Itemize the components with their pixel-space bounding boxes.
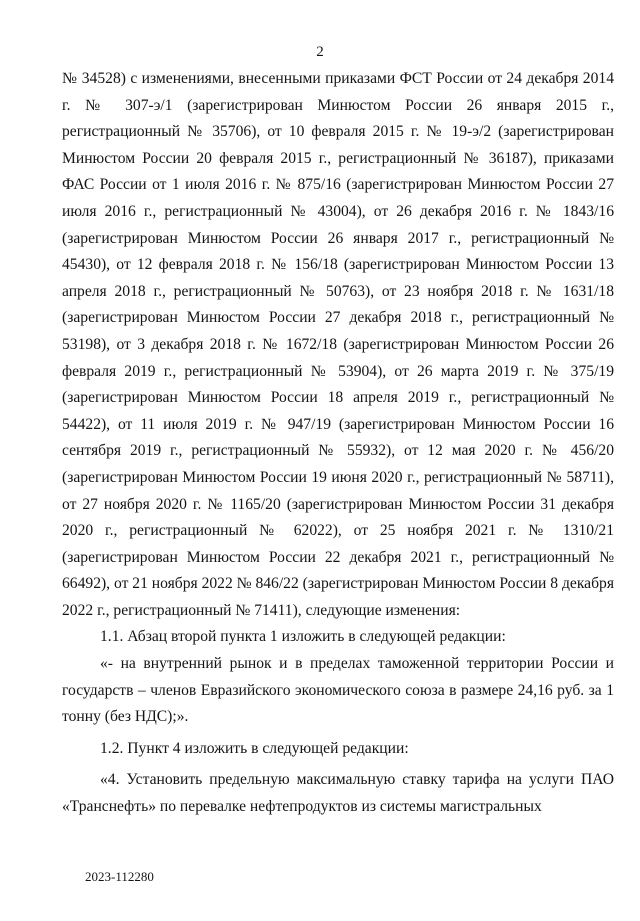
clause-4-text: «4. Установить предельную максимальную ставку тарифа на услуги ПАО «Транснефть» по перевалке нефтепродуктов из системы магистральных [62,771,614,816]
clause-1-2-heading: 1.2. Пункт 4 изложить в следующей редакции: [100,739,409,757]
document-id: 2023-112280 [85,869,154,884]
document-body [62,66,614,821]
clause-1-1-text: «- на внутренний рынок и в пределах таможенной территории России и государств – членов Евразийского экономического союза в размере 24,16 руб. за 1 тонну (без НДС);». [62,655,614,726]
clause-1-1-heading: 1.1. Абзац второй пункта 1 изложить в следующей редакции: [100,628,506,646]
page-number: 2 [316,44,324,60]
amendment-paragraph: № 34528) с изменениями, внесенными приказами ФСТ России от 24 декабря 2014 г. № 307-э/1 (зарегистрирован Минюстом России 26 января 2015 г., регистрационный № 35706), от 10 февраля 2015 г. № 19-э/2 (зарегистрирован Минюстом России 20 февраля 2015 г., регистрационный № 36187), приказами ФАС России от 1 июля 2016 г. № 875/16 (зарегистрирован Минюстом России 27 июля 2016 г., регистрационный № 43004), от 26 декабря 2016 г. № 1843/16 (зарегистрирован Минюстом России 26 января 2017 г., регистрационный № 45430), от 12 февраля 2018 г. № 156/18 (зарегистрирован Минюстом России 13 апреля 2018 г., регистрационный № 50763), от 23 ноября 2018 г. № 1631/18 (зарегистрирован Минюстом России 27 декабря 2018 г., регистрационный № 53198), от 3 декабря 2018 г. № 1672/18 (зарегистрирован Минюстом России 26 февраля 2019 г., регистрационный № 53904), от 26 марта 2019 г. № 375/19 (зарегистрирован Минюстом России 18 апреля 2019 г., регистрационный № 54422), от 11 июля 2019 г. № 947/19 (зарегистрирован Минюстом России 16 сентября 2019 г., регистрационный № 55932), от 12 мая 2020 г. № 456/20 (зарегистрирован Минюстом России 19 июня 2020 г., регистрационный № 58711), от 27 ноября 2020 г. № 1165/20 (зарегистрирован Минюстом России 31 декабря 2020 г., регистрационный № 62022), от 25 ноября 2021 г. № 1310/21 (зарегистрирован Минюстом России 22 декабря 2021 г., регистрационный № 66492), от 21 ноября 2022 № 846/22 (зарегистрирован Минюстом России 8 декабря 2022 г., регистрационный № 71411), следующие изменения: [62,70,615,619]
